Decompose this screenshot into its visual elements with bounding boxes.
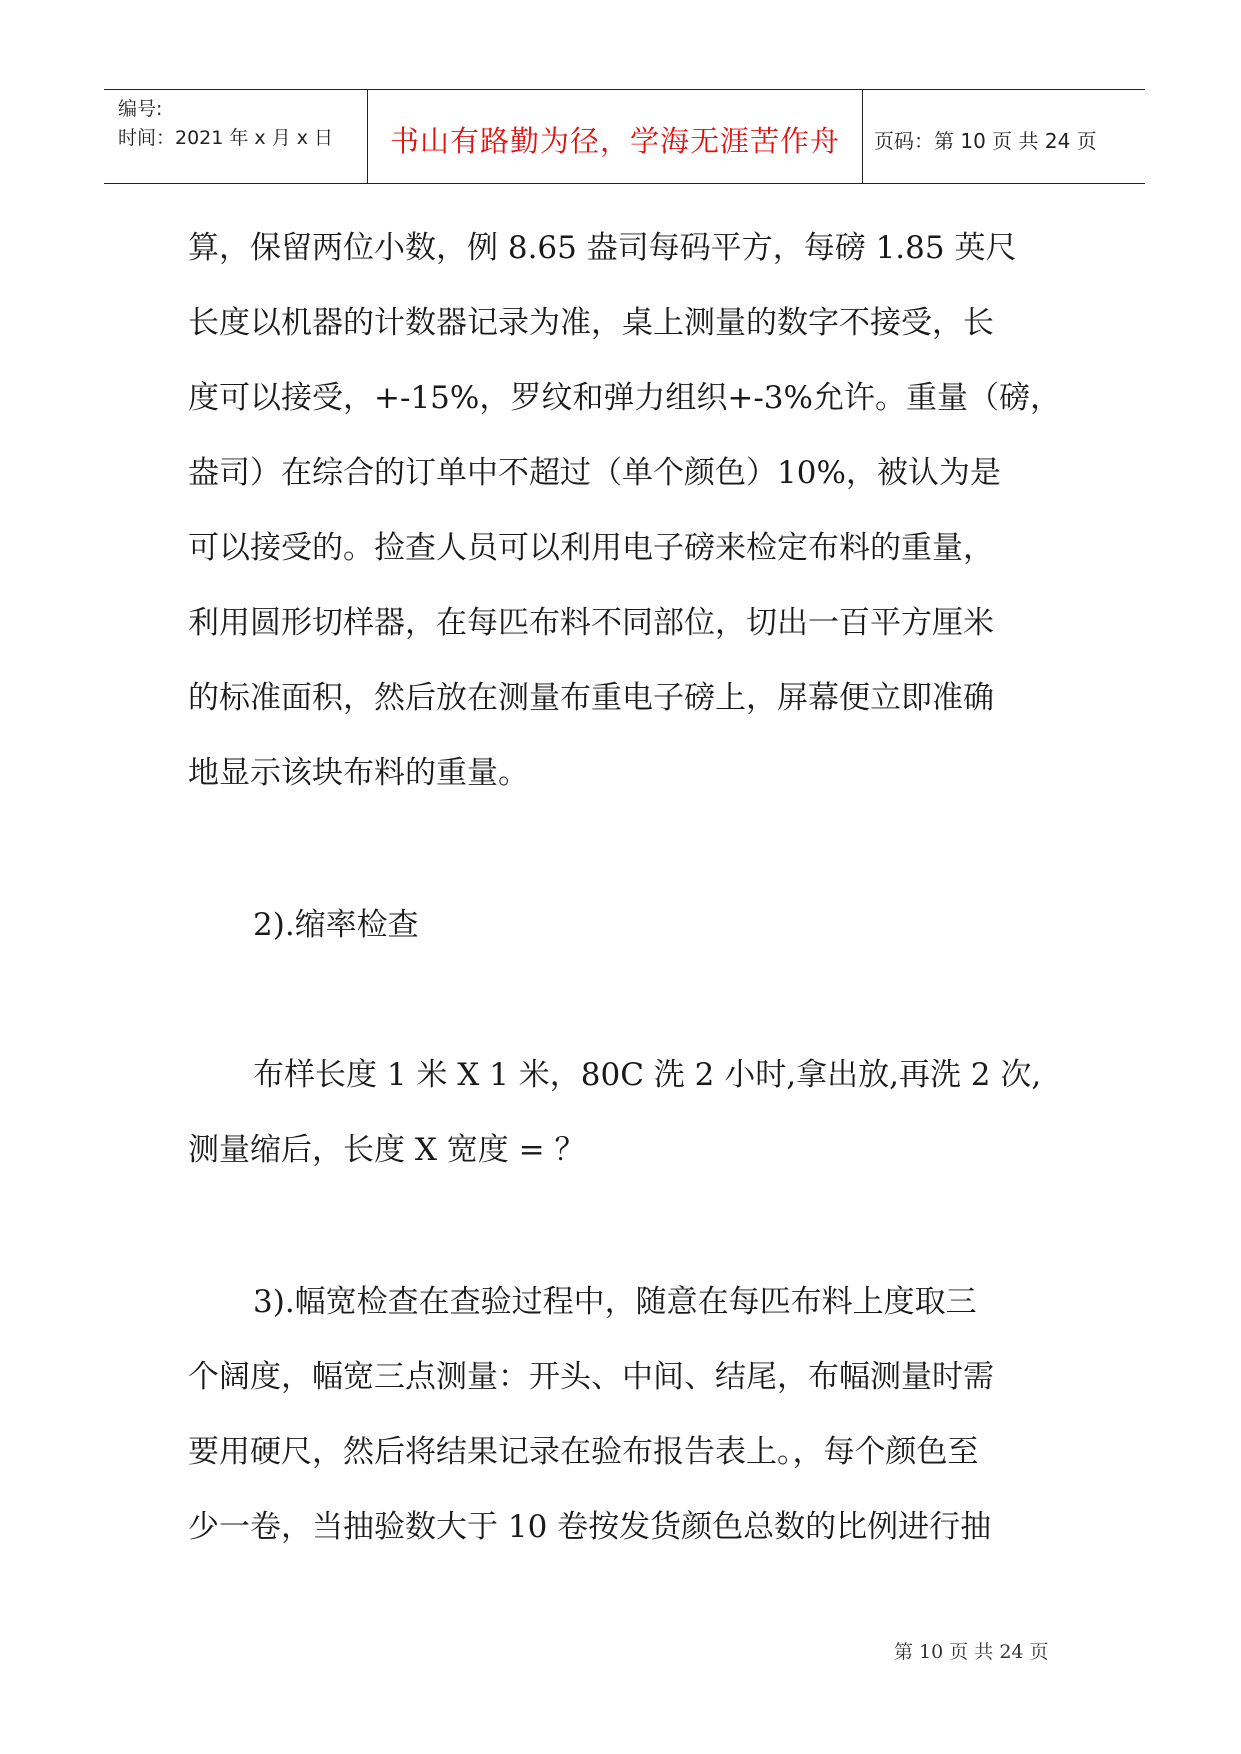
footer-page-number: 第 10 页 共 24 页: [894, 1641, 1049, 1663]
body-line: 度可以接受，+-15%，罗纹和弹力组织+-3%允许。重量（磅，: [188, 380, 1061, 416]
document-date: 时间：2021 年 x 月 x 日: [118, 127, 334, 149]
body-line: 测量缩后，长度 X 宽度 = ？: [188, 1132, 586, 1168]
header-motto: 书山有路勤为径，学海无涯苦作舟: [389, 124, 840, 158]
header-meta-cell: [104, 90, 368, 183]
section-heading-width: 3).幅宽检查在查验过程中，随意在每匹布料上度取三: [253, 1284, 977, 1320]
body-line: 长度以机器的计数器记录为准，桌上测量的数字不接受，长: [188, 305, 994, 341]
body-line: 算，保留两位小数，例 8.65 盎司每码平方，每磅 1.85 英尺: [188, 230, 1017, 266]
section-heading-shrinkage: 2).缩率检查: [253, 907, 419, 943]
header-page-cell: [863, 90, 1145, 183]
body-line: 盎司）在综合的订单中不超过（单个颜色）10%，被认为是: [188, 455, 1001, 491]
body-line: 布样长度 1 米 X 1 米，80C 洗 2 小时,拿出放,再洗 2 次,: [253, 1057, 1042, 1093]
body-line: 可以接受的。捡查人员可以利用电子磅来检定布料的重量，: [188, 530, 994, 566]
body-line: 的标准面积，然后放在测量布重电子磅上，屏幕便立即准确: [188, 680, 994, 716]
body-line: 地显示该块布料的重量。: [188, 755, 529, 791]
document-number-label: 编号:: [118, 98, 163, 120]
body-line: 少一卷，当抽验数大于 10 卷按发货颜色总数的比例进行抽: [188, 1509, 992, 1545]
header-page-code: 页码：第 10 页 共 24 页: [874, 129, 1097, 153]
body-line: 要用硬尺，然后将结果记录在验布报告表上。，每个颜色至: [188, 1434, 979, 1470]
document-header: [104, 89, 1145, 184]
body-line: 利用圆形切样器，在每匹布料不同部位，切出一百平方厘米: [188, 605, 994, 641]
header-motto-cell: [368, 90, 863, 183]
body-line: 个阔度，幅宽三点测量：开头、中间、结尾，布幅测量时需: [188, 1359, 994, 1395]
